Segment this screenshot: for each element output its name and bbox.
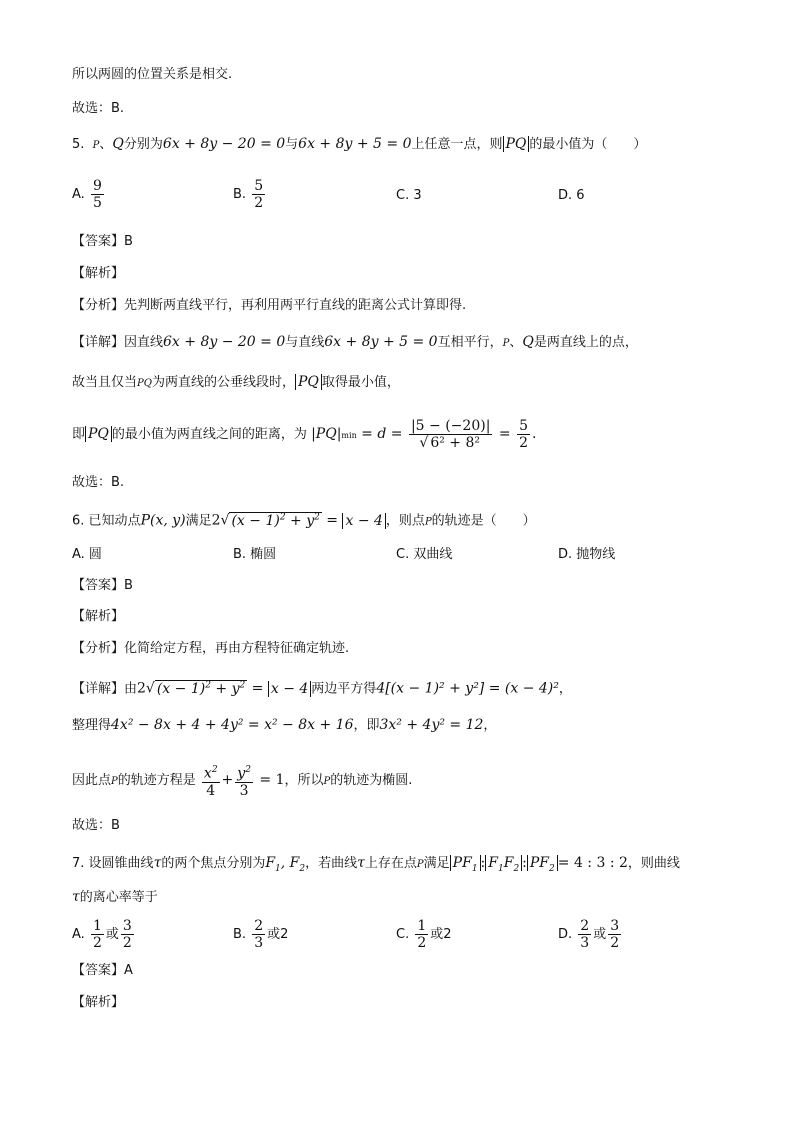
q7-option-c: C. $\frac{1}{2}$ 或2 [396,918,452,951]
q6-option-d: D. 抛物线 [558,547,616,562]
q7-answer: 【答案】A [72,963,133,978]
q6-analysis: 【解析】 [72,609,125,624]
q6-option-c: C. 双曲线 [396,547,453,562]
q7-option-a: A. $\frac{1}{2}$ 或 $\frac{3}{2}$ [72,918,132,951]
q5-line3: 故当且仅当PQ为两直线的公垂线段时， PQ 取得最小值， [72,374,400,390]
q5-stem: 5. P、Q分别为6x + 8y − 20 = 0与6x + 8y + 5 = 0上任意一点，则 PQ 的最小值为（ ） [72,136,647,152]
q5-conclusion: 故选：B. [72,475,125,490]
q5-analysis: 【解析】 [72,266,125,281]
intro-line-1: 所以两圆的位置关系是相交. [72,67,233,82]
q6-zhengli: 整理得4x² − 8x + 4 + 4y² = x² − 8x + 16，即3x² + 4y² = 12， [72,717,497,733]
q5-option-b: B. $\frac{5}{2}$ [233,178,264,211]
q7-stem-1: 7. 设圆锥曲线τ的两个焦点分别为$F_1$, $F_2$，若曲线τ上存在点P满足 $PF_1$ : $F_1F_2$ : $PF_2 = 4$ : 3 : 2，则曲线 [72,855,680,874]
q5-xiangjie: 【详解】因直线6x + 8y − 20 = 0与直线6x + 8y + 5 = 0互相平行，P、Q是两直线上的点， [72,334,638,350]
q6-option-b: B. 椭圆 [233,547,277,562]
q5-line4: 即 PQ 的最小值为两直线之间的距离，为 |PQ|min = d = $\frac{|5 - (-20)|}{\text{√ 6² + 8²}}$ = $\frac{5}{2}$ . [72,418,537,451]
q6-fenxi: 【分析】化简给定方程，再由方程特征确定轨迹. [72,641,350,656]
q6-yinci: 因此点P的轨迹方程是 $\frac{x^2}{4}$ + $\frac{y^2}{3}$ = 1，所以P的轨迹为椭圆. [72,762,412,799]
q6-answer: 【答案】B [72,578,133,593]
q7-stem-2: τ的离心率等于 [72,889,158,905]
intro-line-2: 故选：B. [72,101,125,116]
q7-option-d: D. $\frac{2}{3}$ 或 $\frac{3}{2}$ [558,918,620,951]
q5-fenxi: 【分析】先判断两直线平行，再利用两平行直线的距离公式计算即得. [72,298,467,313]
q6-conclusion: 故选：B [72,818,120,833]
q6-stem: 6. 已知动点P(x, y)满足2√ $(x - 1)^2 + y^2 = x - 4$ ，则点P的轨迹是（ ） [72,512,536,529]
q7-option-b: B. $\frac{2}{3}$ 或2 [233,918,289,951]
q6-option-a: A. 圆 [72,547,102,562]
q6-xiangjie: 【详解】由2√ $(x - 1)^2 + y^2 = x - 4$ 两边平方得4[(x − 1)² + y²] = (x − 4)²， [72,680,572,697]
q7-analysis: 【解析】 [72,995,125,1010]
q5-option-c: C. 3 [396,188,422,203]
q5-option-a: A. $\frac{9}{5}$ [72,178,102,211]
q5-answer: 【答案】B [72,234,133,249]
q5-option-d: D. 6 [558,188,585,203]
